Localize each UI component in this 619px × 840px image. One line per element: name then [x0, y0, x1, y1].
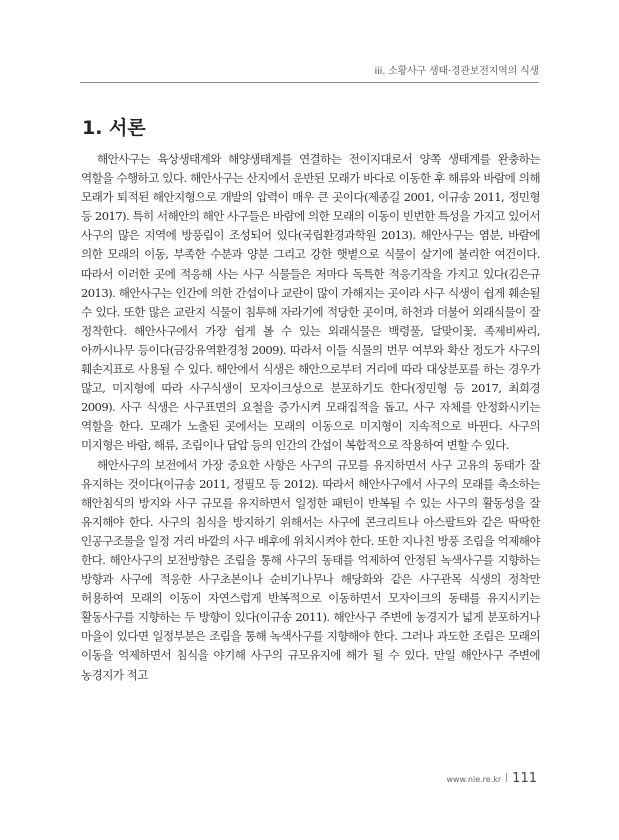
- paragraph-2: 해안사구의 보전에서 가장 중요한 사항은 사구의 규모를 유지하면서 사구 고유의 동태가 잘 유지하는 것이다(이규송 2011, 정필모 등 2012). 따라서 해안사구에서 사구의 모래를 축소하는 해안침식의 방지와 사구 규모를 유지하면서 일정한 패턴이 반복될 수 있는 사구의 활동성을 잘 유지해야 한다. 사구의 침식을 방지하기 위해서는 사구에 콘크리트나 아스팔트와 같은 딱딱한 인공구조물을 일정 거리 바깥의 사구 배후에 위치시켜야 한다. 또한 지나친 방풍 조림을 억제해야 한다. 해안사구의 보전방향은 조림을 통해 사구의 동태를 억제하여 안정된 녹색사구를 지향하는 방향과 사구에 적응한 사구초본이나 순비기나무나 해당화와 같은 사구관목 식생의 정착만 허용하여 모래의 이동이 자연스럽게 반복적으로 이동하면서 모자이크의 동태를 유지시키는 활동사구를 지향하는 두 방향이 있다(이규송 2011). 해안사구 주변에 농경지가 넓게 분포하거나 마을이 있다면 일정부분은 조림을 통해 녹색사구를 지향해야 한다. 그러나 과도한 조림은 모래의 이동을 억제하면서 침식을 야기해 사구의 규모유지에 해가 될 수 있다. 만일 해안사구 주변에 농경지가 적고: [81, 457, 540, 682]
- section-title: 1. 서론: [82, 117, 146, 139]
- footer-url: www.nie.re.kr: [446, 775, 502, 784]
- page-footer: [446, 771, 537, 786]
- footer-separator: [506, 773, 507, 782]
- paragraph-1: 해안사구는 육상생태계와 해양생태계를 연결하는 전이지대로서 양쪽 생태계를 완충하는 역할을 수행하고 있다. 해안사구는 산지에서 운반된 모래가 바다로 이동한 후 해류와 바람에 의해 모래가 퇴적된 해안지형으로 개발의 압력이 매우 큰 곳이다(제종길 2001, 이규송 2011, 정민형 등 2017). 특히 서해안의 해안 사구들은 바람에 의한 모래의 이동이 빈번한 특성을 가지고 있어서 사구의 많은 지역에 방풍림이 조성되어 있다(국립환경과학원 2013). 해안사구는 염분, 바람에 의한 모래의 이동, 부족한 수분과 양분 그리고 강한 햇볕으로 식물이 살기에 불리한 여건이다. 따라서 이러한 곳에 적응해 사는 사구 식물들은 저마다 독특한 적응기작을 가지고 있다(김은규 2013). 해안사구는 인간에 의한 간섭이나 교란이 많이 가해지는 곳이라 사구 식생이 쉽게 훼손될 수 있다. 또한 많은 교란지 식물이 침투해 자라기에 적당한 곳이며, 하천과 더불어 외래식물이 잘 정착한다. 해안사구에서 가장 쉽게 볼 수 있는 외래식물은 백령풀, 달맞이꽃, 족제비싸리, 아까시나무 등이다(금강유역환경청 2009). 따라서 이들 식물의 번무 여부와 확산 정도가 사구의 훼손지표로 사용될 수 있다. 해안에서 식생은 해안으로부터 거리에 따라 대상분포를 하는 경우가 많고, 미지형에 따라 사구식생이 모자이크상으로 분포하기도 한다(정민형 등 2017, 최희경 2009). 사구 식생은 사구표면의 요철을 증가시켜 모래집적을 돕고, 사구 자체를 안정화시키는 역할을 한다. 모래가 노출된 곳에서는 모래의 이동으로 미지형이 지속적으로 바뀐다. 사구의 미지형은 바람, 해류, 조림이나 답압 등의 인간의 간섭이 복합적으로 작용하여 변할 수 있다.: [81, 152, 540, 453]
- body-text: [81, 150, 540, 685]
- page-number: 111: [512, 771, 537, 786]
- running-header: iii. 소황사구 생태·경관보전지역의 식생: [374, 66, 539, 77]
- header-divider: [80, 82, 539, 83]
